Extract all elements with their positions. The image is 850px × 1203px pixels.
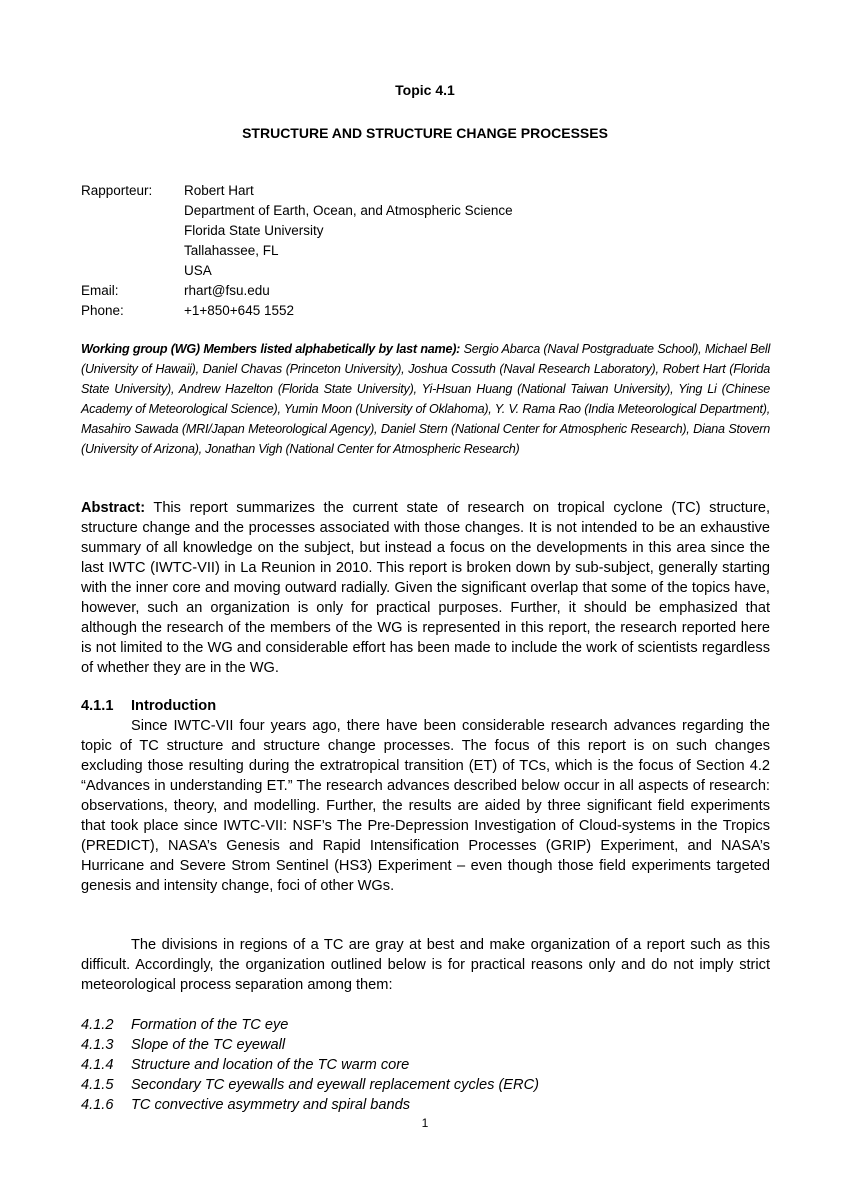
outline-item <box>81 1075 770 1095</box>
abstract <box>81 498 770 678</box>
outline-item <box>81 1055 770 1075</box>
working-group-label: Working group (WG) Members listed alphabetically by last name): <box>81 342 461 356</box>
outline-number: 4.1.4 <box>81 1057 114 1073</box>
outline-title: Formation of the TC eye <box>131 1017 289 1033</box>
outline-number: 4.1.5 <box>81 1077 114 1093</box>
section-outline <box>81 1015 770 1115</box>
rapporteur-row <box>81 201 771 221</box>
introduction-paragraph-2: The divisions in regions of a TC are gray at best and make organization of a report such as this difficult. Accordingly, the organization outlined below is for practical reasons only and do not imply strict meteorological process separation among them: <box>81 937 770 993</box>
outline-title: Secondary TC eyewalls and eyewall replacement cycles (ERC) <box>131 1077 539 1093</box>
email-label: Email: <box>81 283 119 298</box>
rapporteur-department: Department of Earth, Ocean, and Atmospheric Science <box>184 203 513 218</box>
working-group-list: Sergio Abarca (Naval Postgraduate School), Michael Bell (University of Hawaii), Daniel Chavas (Princeton University), Joshua Cossuth (Naval Research Laboratory), Robert Hart (Florida State University), Andrew Hazelton (Florida State University), Yi-Hsuan Huang (National Taiwan University), Ying Li (Chinese Academy of Meteorological Science), Yumin Moon (University of Oklahoma), Y. V. Rama Rao (India Meteorological Department), Masahiro Sawada (MRI/Japan Meteorological Agency), Daniel Stern (National Center for Atmospheric Research), Diana Stovern (University of Arizona), Jonathan Vigh (National Center for Atmospheric Research) <box>81 342 770 456</box>
contact-info <box>81 181 771 321</box>
outline-number: 4.1.6 <box>81 1097 114 1113</box>
abstract-text: This report summarizes the current state of research on tropical cyclone (TC) structure, structure change and the processes associated with those changes. It is not intended to be an exhaustive summary of all knowledge on the subject, but instead a focus on the developments in this area since the last IWTC (IWTC-VII) in La Reunion in 2010. This report is broken down by sub-subject, generally starting with the inner core and moving outward radially. Given the significant overlap that some of the topics have, however, such an organization is only for practical purposes. Further, it should be emphasized that although the research of the members of the WG is represented in this report, the research reported here is not limited to the WG and considerable effort has been made to include the work of scientists regardless of whether they are in the WG. <box>81 500 770 676</box>
section-heading <box>81 696 770 716</box>
rapporteur-label: Rapporteur: <box>81 183 153 198</box>
working-group-members <box>81 339 770 459</box>
phone-value: +1+850+645 1552 <box>184 303 294 318</box>
section-title: Introduction <box>131 698 217 714</box>
rapporteur-row <box>81 261 771 281</box>
outline-number: 4.1.2 <box>81 1017 114 1033</box>
outline-number: 4.1.3 <box>81 1037 114 1053</box>
rapporteur-row <box>81 241 771 261</box>
phone-row <box>81 301 771 321</box>
rapporteur-row <box>81 181 771 201</box>
rapporteur-name: Robert Hart <box>184 183 254 198</box>
rapporteur-city: Tallahassee, FL <box>184 243 279 258</box>
document-title: STRUCTURE AND STRUCTURE CHANGE PROCESSES <box>242 125 608 141</box>
email-row <box>81 281 771 301</box>
outline-item <box>81 1015 770 1035</box>
outline-title: Structure and location of the TC warm core <box>131 1057 410 1073</box>
page-number: 1 <box>421 1116 429 1130</box>
abstract-label: Abstract: <box>81 500 146 516</box>
rapporteur-row <box>81 221 771 241</box>
introduction-paragraph-1: Since IWTC-VII four years ago, there have been considerable research advances regarding the topic of TC structure and structure change processes. The focus of this report is on such changes excluding those resulting during the extratropical transition (ET) of TCs, which is the focus of Section 4.2 “Advances in understanding ET.” The research advances described below occur in all aspects of research: observations, theory, and modelling. Further, the results are aided by three significant field experiments that took place since IWTC-VII: NSF’s The Pre-Depression Investigation of Cloud-systems in the Tropics (PREDICT), NASA’s Genesis and Rapid Intensification Processes (GRIP) Experiment, and NASA’s Hurricane and Severe Strom Sentinel (HS3) Experiment – even though those field experiments targeted genesis and intensity change, foci of other WGs. <box>81 718 770 894</box>
outline-title: TC convective asymmetry and spiral bands <box>131 1097 411 1113</box>
outline-item <box>81 1035 770 1055</box>
rapporteur-country: USA <box>184 263 212 278</box>
outline-item <box>81 1095 770 1115</box>
section-number: 4.1.1 <box>81 698 114 714</box>
phone-label: Phone: <box>81 303 124 318</box>
outline-title: Slope of the TC eyewall <box>131 1037 286 1053</box>
email-value: rhart@fsu.edu <box>184 283 270 298</box>
topic-label: Topic 4.1 <box>395 82 455 98</box>
rapporteur-university: Florida State University <box>184 223 324 238</box>
